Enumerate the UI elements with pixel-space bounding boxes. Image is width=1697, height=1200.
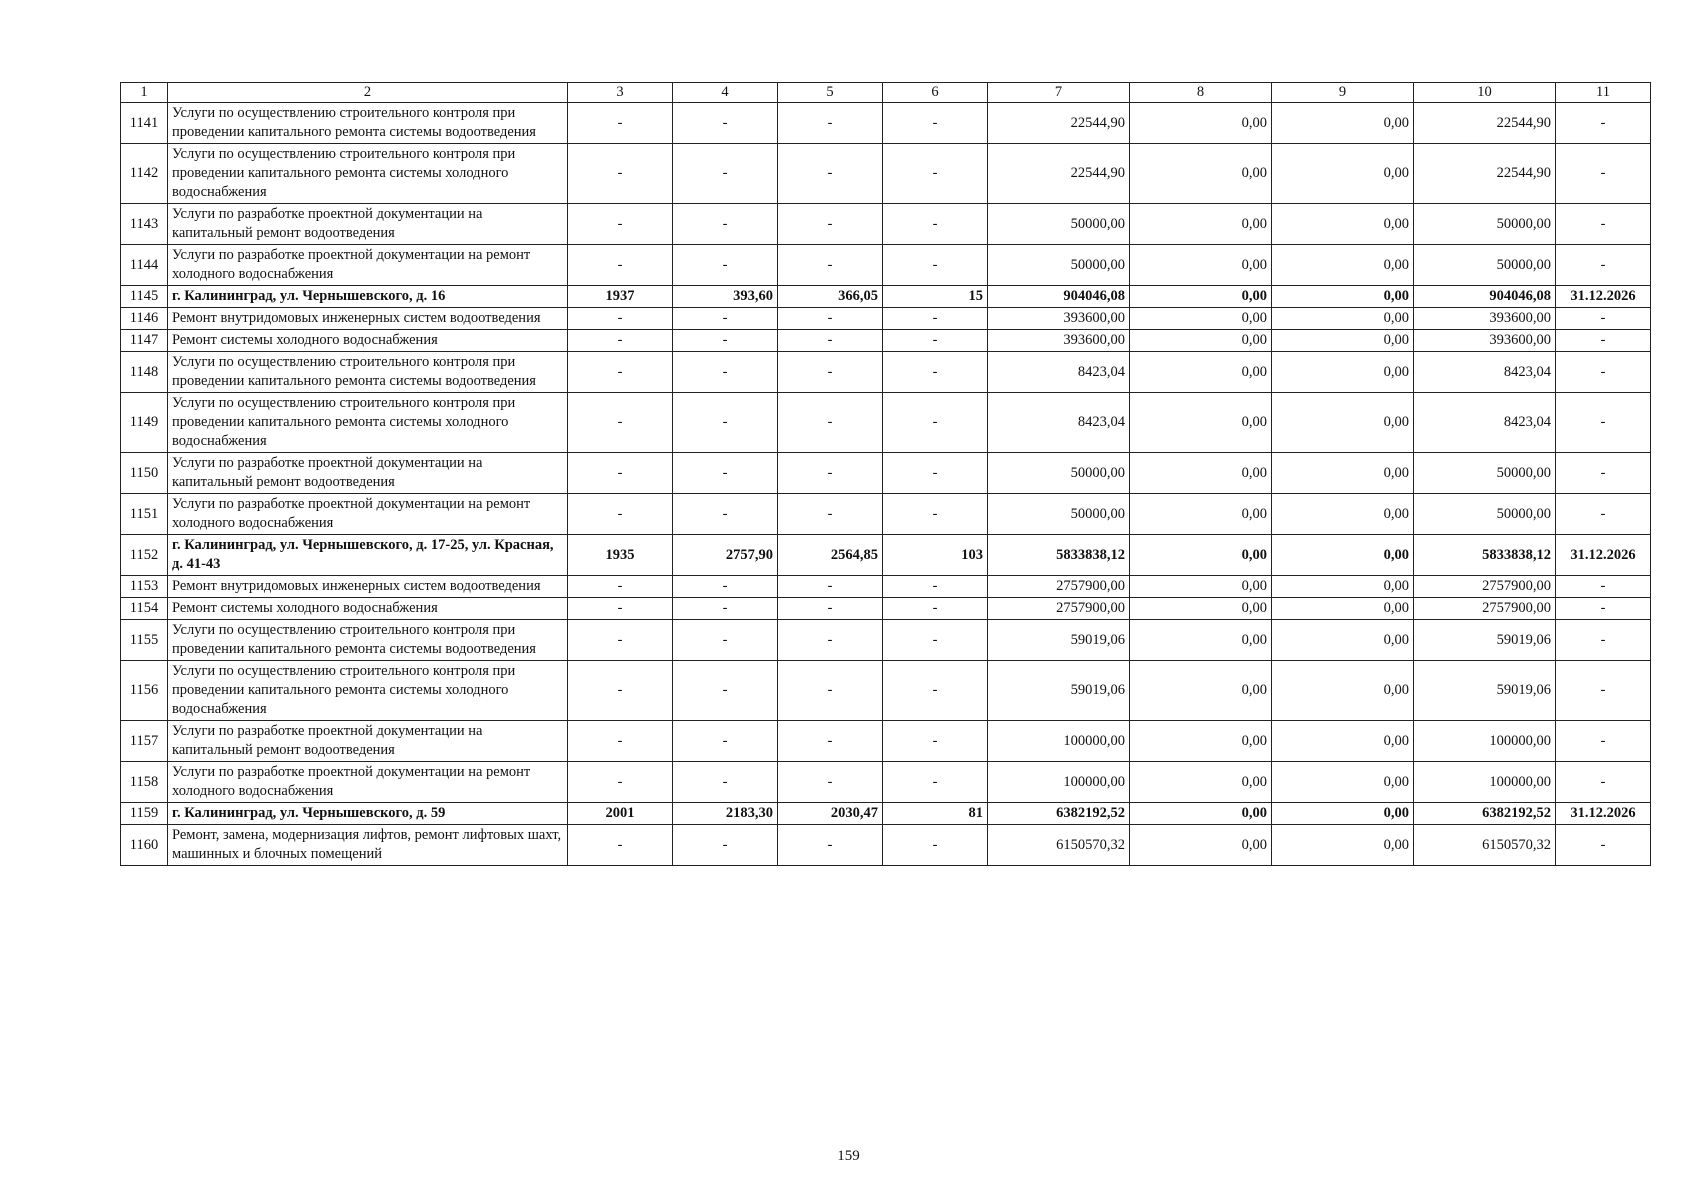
row-number: 1141: [121, 103, 168, 144]
work-description: Услуги по разработке проектной документации на капитальный ремонт водоотведения: [168, 204, 568, 245]
owners-cost: 393600,00: [1414, 308, 1556, 330]
budget-cost: 0,00: [1272, 762, 1414, 803]
total-area: -: [673, 661, 778, 721]
residents-count: -: [883, 103, 988, 144]
total-area: -: [673, 204, 778, 245]
fund-cost: 0,00: [1130, 620, 1272, 661]
row-number: 1157: [121, 721, 168, 762]
total-area: 2757,90: [673, 535, 778, 576]
address-row: [121, 803, 1651, 825]
budget-cost: 0,00: [1272, 620, 1414, 661]
budget-cost: 0,00: [1272, 494, 1414, 535]
column-header: 4: [673, 83, 778, 103]
work-description: Услуги по разработке проектной документации на ремонт холодного водоснабжения: [168, 494, 568, 535]
total-cost: 100000,00: [988, 762, 1130, 803]
work-description: Услуги по осуществлению строительного контроля при проведении капитального ремонта системы холодного водоснабжения: [168, 661, 568, 721]
total-cost: 2757900,00: [988, 576, 1130, 598]
row-number: 1147: [121, 330, 168, 352]
work-description: Ремонт внутридомовых инженерных систем водоотведения: [168, 576, 568, 598]
budget-cost: 0,00: [1272, 245, 1414, 286]
fund-cost: 0,00: [1130, 453, 1272, 494]
residents-count: 15: [883, 286, 988, 308]
owners-cost: 59019,06: [1414, 661, 1556, 721]
work-description: Услуги по разработке проектной документации на ремонт холодного водоснабжения: [168, 762, 568, 803]
living-area: -: [778, 598, 883, 620]
owners-cost: 6150570,32: [1414, 825, 1556, 866]
fund-cost: 0,00: [1130, 598, 1272, 620]
year-built: -: [568, 762, 673, 803]
owners-cost: 50000,00: [1414, 245, 1556, 286]
total-area: -: [673, 762, 778, 803]
total-cost: 8423,04: [988, 393, 1130, 453]
living-area: -: [778, 825, 883, 866]
column-header: 3: [568, 83, 673, 103]
total-area: -: [673, 598, 778, 620]
year-built: -: [568, 245, 673, 286]
total-cost: 6150570,32: [988, 825, 1130, 866]
living-area: -: [778, 762, 883, 803]
fund-cost: 0,00: [1130, 352, 1272, 393]
budget-cost: 0,00: [1272, 661, 1414, 721]
row-number: 1155: [121, 620, 168, 661]
fund-cost: 0,00: [1130, 762, 1272, 803]
owners-cost: 50000,00: [1414, 494, 1556, 535]
residents-count: -: [883, 576, 988, 598]
living-area: -: [778, 453, 883, 494]
work-description: Услуги по осуществлению строительного контроля при проведении капитального ремонта системы водоотведения: [168, 620, 568, 661]
year-built: -: [568, 598, 673, 620]
row-number: 1142: [121, 144, 168, 204]
column-header: 7: [988, 83, 1130, 103]
completion-date: -: [1556, 453, 1651, 494]
total-cost: 50000,00: [988, 453, 1130, 494]
work-description: Услуги по осуществлению строительного контроля при проведении капитального ремонта системы холодного водоснабжения: [168, 393, 568, 453]
year-built: 2001: [568, 803, 673, 825]
row-number: 1154: [121, 598, 168, 620]
completion-date: -: [1556, 620, 1651, 661]
budget-cost: 0,00: [1272, 204, 1414, 245]
work-description: Ремонт внутридомовых инженерных систем водоотведения: [168, 308, 568, 330]
work-description: Услуги по осуществлению строительного контроля при проведении капитального ремонта системы водоотведения: [168, 103, 568, 144]
budget-cost: 0,00: [1272, 453, 1414, 494]
row-number: 1148: [121, 352, 168, 393]
work-description: Ремонт системы холодного водоснабжения: [168, 330, 568, 352]
table-row: [121, 453, 1651, 494]
column-header: 11: [1556, 83, 1651, 103]
column-header: 6: [883, 83, 988, 103]
living-area: 2030,47: [778, 803, 883, 825]
column-header: 1: [121, 83, 168, 103]
completion-date: -: [1556, 245, 1651, 286]
budget-cost: 0,00: [1272, 576, 1414, 598]
total-area: -: [673, 453, 778, 494]
residents-count: -: [883, 245, 988, 286]
living-area: -: [778, 308, 883, 330]
owners-cost: 22544,90: [1414, 144, 1556, 204]
completion-date: -: [1556, 144, 1651, 204]
total-cost: 22544,90: [988, 103, 1130, 144]
fund-cost: 0,00: [1130, 330, 1272, 352]
owners-cost: 5833838,12: [1414, 535, 1556, 576]
table-row: [121, 576, 1651, 598]
residents-count: -: [883, 762, 988, 803]
living-area: -: [778, 494, 883, 535]
total-area: -: [673, 308, 778, 330]
completion-date: 31.12.2026: [1556, 535, 1651, 576]
owners-cost: 904046,08: [1414, 286, 1556, 308]
fund-cost: 0,00: [1130, 661, 1272, 721]
total-cost: 22544,90: [988, 144, 1130, 204]
table-row: [121, 661, 1651, 721]
total-cost: 50000,00: [988, 245, 1130, 286]
residents-count: -: [883, 620, 988, 661]
row-number: 1153: [121, 576, 168, 598]
total-cost: 100000,00: [988, 721, 1130, 762]
budget-cost: 0,00: [1272, 393, 1414, 453]
fund-cost: 0,00: [1130, 494, 1272, 535]
total-area: 393,60: [673, 286, 778, 308]
work-description: Услуги по разработке проектной документации на капитальный ремонт водоотведения: [168, 453, 568, 494]
budget-cost: 0,00: [1272, 535, 1414, 576]
table-row: [121, 103, 1651, 144]
year-built: -: [568, 825, 673, 866]
fund-cost: 0,00: [1130, 535, 1272, 576]
row-number: 1145: [121, 286, 168, 308]
total-area: 2183,30: [673, 803, 778, 825]
owners-cost: 393600,00: [1414, 330, 1556, 352]
fund-cost: 0,00: [1130, 721, 1272, 762]
year-built: -: [568, 721, 673, 762]
living-area: 2564,85: [778, 535, 883, 576]
total-area: -: [673, 825, 778, 866]
completion-date: 31.12.2026: [1556, 803, 1651, 825]
work-description: Услуги по разработке проектной документации на капитальный ремонт водоотведения: [168, 721, 568, 762]
column-header: 5: [778, 83, 883, 103]
budget-cost: 0,00: [1272, 803, 1414, 825]
table-body: [121, 103, 1651, 866]
living-area: -: [778, 721, 883, 762]
owners-cost: 50000,00: [1414, 453, 1556, 494]
fund-cost: 0,00: [1130, 204, 1272, 245]
total-area: -: [673, 576, 778, 598]
residents-count: -: [883, 494, 988, 535]
total-cost: 50000,00: [988, 494, 1130, 535]
owners-cost: 100000,00: [1414, 721, 1556, 762]
owners-cost: 50000,00: [1414, 204, 1556, 245]
living-area: -: [778, 144, 883, 204]
table-row: [121, 308, 1651, 330]
row-number: 1146: [121, 308, 168, 330]
total-cost: 6382192,52: [988, 803, 1130, 825]
residents-count: -: [883, 144, 988, 204]
fund-cost: 0,00: [1130, 803, 1272, 825]
data-table: [120, 82, 1651, 866]
work-description: Услуги по осуществлению строительного контроля при проведении капитального ремонта системы водоотведения: [168, 352, 568, 393]
work-description: г. Калининград, ул. Чернышевского, д. 59: [168, 803, 568, 825]
owners-cost: 59019,06: [1414, 620, 1556, 661]
fund-cost: 0,00: [1130, 286, 1272, 308]
fund-cost: 0,00: [1130, 103, 1272, 144]
row-number: 1149: [121, 393, 168, 453]
page-number: 159: [837, 1148, 860, 1164]
address-row: [121, 535, 1651, 576]
budget-cost: 0,00: [1272, 825, 1414, 866]
residents-count: -: [883, 308, 988, 330]
address-row: [121, 286, 1651, 308]
owners-cost: 8423,04: [1414, 352, 1556, 393]
year-built: 1935: [568, 535, 673, 576]
total-area: -: [673, 144, 778, 204]
completion-date: -: [1556, 352, 1651, 393]
budget-cost: 0,00: [1272, 598, 1414, 620]
completion-date: -: [1556, 721, 1651, 762]
total-area: -: [673, 330, 778, 352]
completion-date: -: [1556, 330, 1651, 352]
living-area: -: [778, 245, 883, 286]
year-built: -: [568, 661, 673, 721]
year-built: -: [568, 330, 673, 352]
total-cost: 50000,00: [988, 204, 1130, 245]
year-built: -: [568, 103, 673, 144]
completion-date: -: [1556, 661, 1651, 721]
fund-cost: 0,00: [1130, 576, 1272, 598]
year-built: -: [568, 620, 673, 661]
total-cost: 2757900,00: [988, 598, 1130, 620]
total-area: -: [673, 393, 778, 453]
table-row: [121, 598, 1651, 620]
row-number: 1160: [121, 825, 168, 866]
total-cost: 5833838,12: [988, 535, 1130, 576]
owners-cost: 22544,90: [1414, 103, 1556, 144]
table-row: [121, 762, 1651, 803]
budget-cost: 0,00: [1272, 103, 1414, 144]
table-row: [121, 721, 1651, 762]
budget-cost: 0,00: [1272, 352, 1414, 393]
year-built: -: [568, 393, 673, 453]
fund-cost: 0,00: [1130, 825, 1272, 866]
residents-count: 103: [883, 535, 988, 576]
year-built: 1937: [568, 286, 673, 308]
table-row: [121, 620, 1651, 661]
work-description: Ремонт системы холодного водоснабжения: [168, 598, 568, 620]
owners-cost: 6382192,52: [1414, 803, 1556, 825]
total-cost: 393600,00: [988, 308, 1130, 330]
completion-date: -: [1556, 204, 1651, 245]
year-built: -: [568, 204, 673, 245]
column-header: 2: [168, 83, 568, 103]
table-row: [121, 352, 1651, 393]
completion-date: -: [1556, 308, 1651, 330]
total-cost: 8423,04: [988, 352, 1130, 393]
work-description: Услуги по разработке проектной документации на ремонт холодного водоснабжения: [168, 245, 568, 286]
living-area: -: [778, 661, 883, 721]
row-number: 1143: [121, 204, 168, 245]
residents-count: -: [883, 598, 988, 620]
living-area: -: [778, 352, 883, 393]
living-area: -: [778, 204, 883, 245]
living-area: 366,05: [778, 286, 883, 308]
row-number: 1152: [121, 535, 168, 576]
budget-cost: 0,00: [1272, 721, 1414, 762]
residents-count: 81: [883, 803, 988, 825]
work-description: Услуги по осуществлению строительного контроля при проведении капитального ремонта системы холодного водоснабжения: [168, 144, 568, 204]
completion-date: -: [1556, 762, 1651, 803]
total-area: -: [673, 103, 778, 144]
column-header: 8: [1130, 83, 1272, 103]
year-built: -: [568, 494, 673, 535]
total-area: -: [673, 721, 778, 762]
table-row: [121, 144, 1651, 204]
residents-count: -: [883, 204, 988, 245]
year-built: -: [568, 308, 673, 330]
work-description: Ремонт, замена, модернизация лифтов, ремонт лифтовых шахт, машинных и блочных помещений: [168, 825, 568, 866]
row-number: 1151: [121, 494, 168, 535]
budget-cost: 0,00: [1272, 286, 1414, 308]
total-area: -: [673, 620, 778, 661]
table-row: [121, 825, 1651, 866]
living-area: -: [778, 103, 883, 144]
year-built: -: [568, 352, 673, 393]
fund-cost: 0,00: [1130, 393, 1272, 453]
completion-date: -: [1556, 576, 1651, 598]
total-cost: 59019,06: [988, 620, 1130, 661]
row-number: 1156: [121, 661, 168, 721]
year-built: -: [568, 453, 673, 494]
column-header: 9: [1272, 83, 1414, 103]
living-area: -: [778, 620, 883, 661]
completion-date: 31.12.2026: [1556, 286, 1651, 308]
table-row: [121, 245, 1651, 286]
living-area: -: [778, 393, 883, 453]
total-cost: 904046,08: [988, 286, 1130, 308]
table-row: [121, 330, 1651, 352]
work-description: г. Калининград, ул. Чернышевского, д. 16: [168, 286, 568, 308]
completion-date: -: [1556, 598, 1651, 620]
year-built: -: [568, 144, 673, 204]
table-row: [121, 204, 1651, 245]
owners-cost: 2757900,00: [1414, 576, 1556, 598]
owners-cost: 8423,04: [1414, 393, 1556, 453]
budget-cost: 0,00: [1272, 308, 1414, 330]
living-area: -: [778, 330, 883, 352]
completion-date: -: [1556, 103, 1651, 144]
total-cost: 393600,00: [988, 330, 1130, 352]
header-row: [121, 83, 1651, 103]
residents-count: -: [883, 825, 988, 866]
total-area: -: [673, 245, 778, 286]
fund-cost: 0,00: [1130, 144, 1272, 204]
row-number: 1158: [121, 762, 168, 803]
total-area: -: [673, 494, 778, 535]
row-number: 1150: [121, 453, 168, 494]
completion-date: -: [1556, 825, 1651, 866]
row-number: 1144: [121, 245, 168, 286]
table-row: [121, 393, 1651, 453]
residents-count: -: [883, 453, 988, 494]
living-area: -: [778, 576, 883, 598]
fund-cost: 0,00: [1130, 308, 1272, 330]
completion-date: -: [1556, 494, 1651, 535]
completion-date: -: [1556, 393, 1651, 453]
column-header: 10: [1414, 83, 1556, 103]
residents-count: -: [883, 352, 988, 393]
residents-count: -: [883, 330, 988, 352]
residents-count: -: [883, 721, 988, 762]
year-built: -: [568, 576, 673, 598]
residents-count: -: [883, 393, 988, 453]
total-cost: 59019,06: [988, 661, 1130, 721]
fund-cost: 0,00: [1130, 245, 1272, 286]
budget-cost: 0,00: [1272, 144, 1414, 204]
budget-cost: 0,00: [1272, 330, 1414, 352]
row-number: 1159: [121, 803, 168, 825]
owners-cost: 2757900,00: [1414, 598, 1556, 620]
total-area: -: [673, 352, 778, 393]
table-row: [121, 494, 1651, 535]
owners-cost: 100000,00: [1414, 762, 1556, 803]
residents-count: -: [883, 661, 988, 721]
work-description: г. Калининград, ул. Чернышевского, д. 17-25, ул. Красная, д. 41-43: [168, 535, 568, 576]
